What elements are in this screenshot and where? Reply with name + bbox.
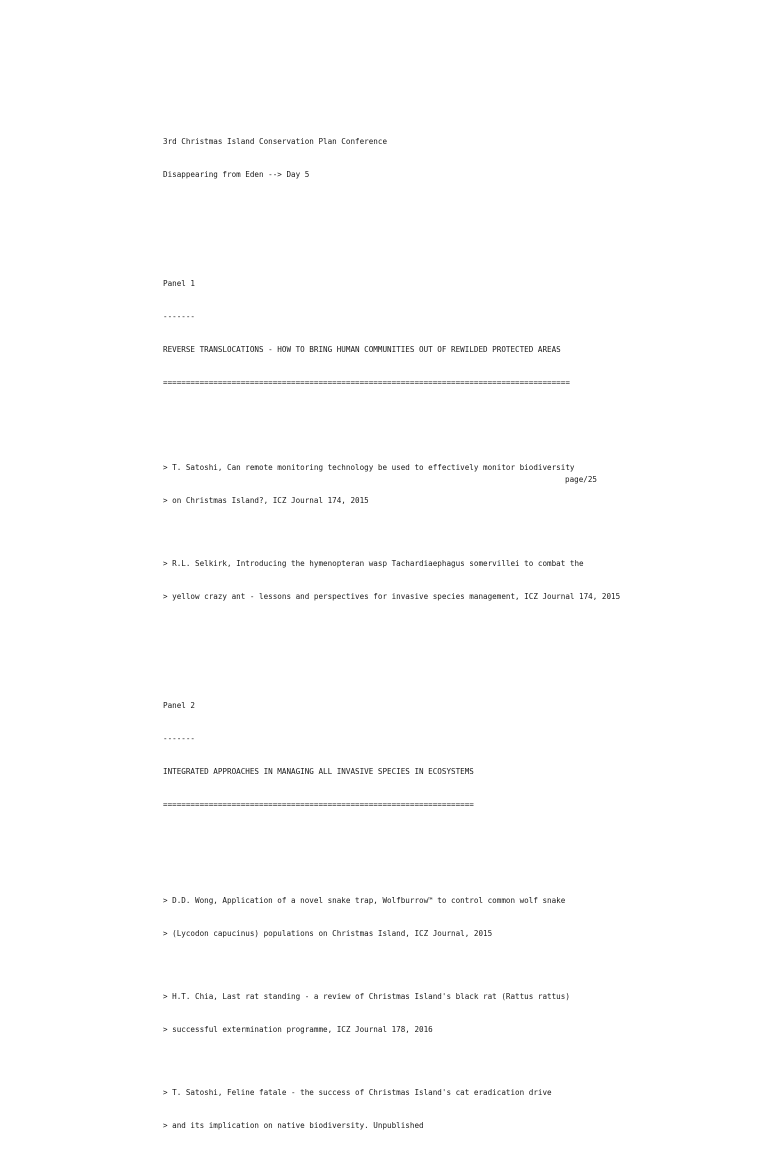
panel-1-title-rule: ========================================================================================= — [163, 378, 570, 387]
panel-1-label-rule: ------- — [163, 312, 196, 321]
spacer — [163, 635, 723, 656]
panel-1-reference-2-line-1: > R.L. Selkirk, Introducing the hymenopteran wasp Tachardiaephagus somervillei to combat the — [163, 559, 584, 568]
panel-2-reference-2-line-1: > H.T. Chia, Last rat standing - a review of Christmas Island's black rat (Rattus rattus) — [163, 992, 570, 1001]
panel-1-label: Panel 1 — [163, 279, 196, 288]
page-number: page/25 — [565, 475, 598, 484]
panel-2-label: Panel 2 — [163, 701, 196, 710]
panel-2-reference-1-line-1: > D.D. Wong, Application of a novel snake trap, Wolfburrow™ to control common wolf snake — [163, 896, 566, 905]
spacer — [163, 1057, 723, 1065]
spacer — [163, 213, 723, 234]
spacer — [163, 528, 723, 536]
panel-2-title-rule: ==================================================================== — [163, 800, 474, 809]
panel-1-reference-1-line-2: > on Christmas Island?, ICZ Journal 174, 2015 — [163, 496, 369, 505]
panel-2-label-rule: ------- — [163, 734, 196, 743]
conference-title: 3rd Christmas Island Conservation Plan Conference — [163, 137, 388, 146]
panel-2-reference-3-line-1: > T. Satoshi, Feline fatale - the success of Christmas Island's cat eradication drive — [163, 1088, 552, 1097]
panel-2-reference-3-line-2: > and its implication on native biodiversity. Unpublished — [163, 1121, 424, 1130]
panel-1-title: REVERSE TRANSLOCATIONS - HOW TO BRING HUMAN COMMUNITIES OUT OF REWILDED PROTECTED AREAS — [163, 345, 561, 354]
panel-2-reference-1-line-2: > (Lycodon capucinus) populations on Christmas Island, ICZ Journal, 2015 — [163, 929, 493, 938]
panel-2-title: INTEGRATED APPROACHES IN MANAGING ALL INVASIVE SPECIES IN ECOSYSTEMS — [163, 767, 474, 776]
spacer — [163, 843, 723, 862]
spacer — [163, 421, 723, 429]
document-body — [163, 103, 723, 1164]
panel-1-reference-1-line-1: > T. Satoshi, Can remote monitoring technology be used to effectively monitor biodiversity — [163, 463, 575, 472]
spacer — [163, 961, 723, 969]
conference-subtitle: Disappearing from Eden --> Day 5 — [163, 170, 310, 179]
panel-1-reference-2-line-2: > yellow crazy ant - lessons and perspectives for invasive species management, ICZ Journal 174, 2015 — [163, 592, 621, 601]
panel-2-reference-2-line-2: > successful extermination programme, ICZ Journal 178, 2016 — [163, 1025, 433, 1034]
